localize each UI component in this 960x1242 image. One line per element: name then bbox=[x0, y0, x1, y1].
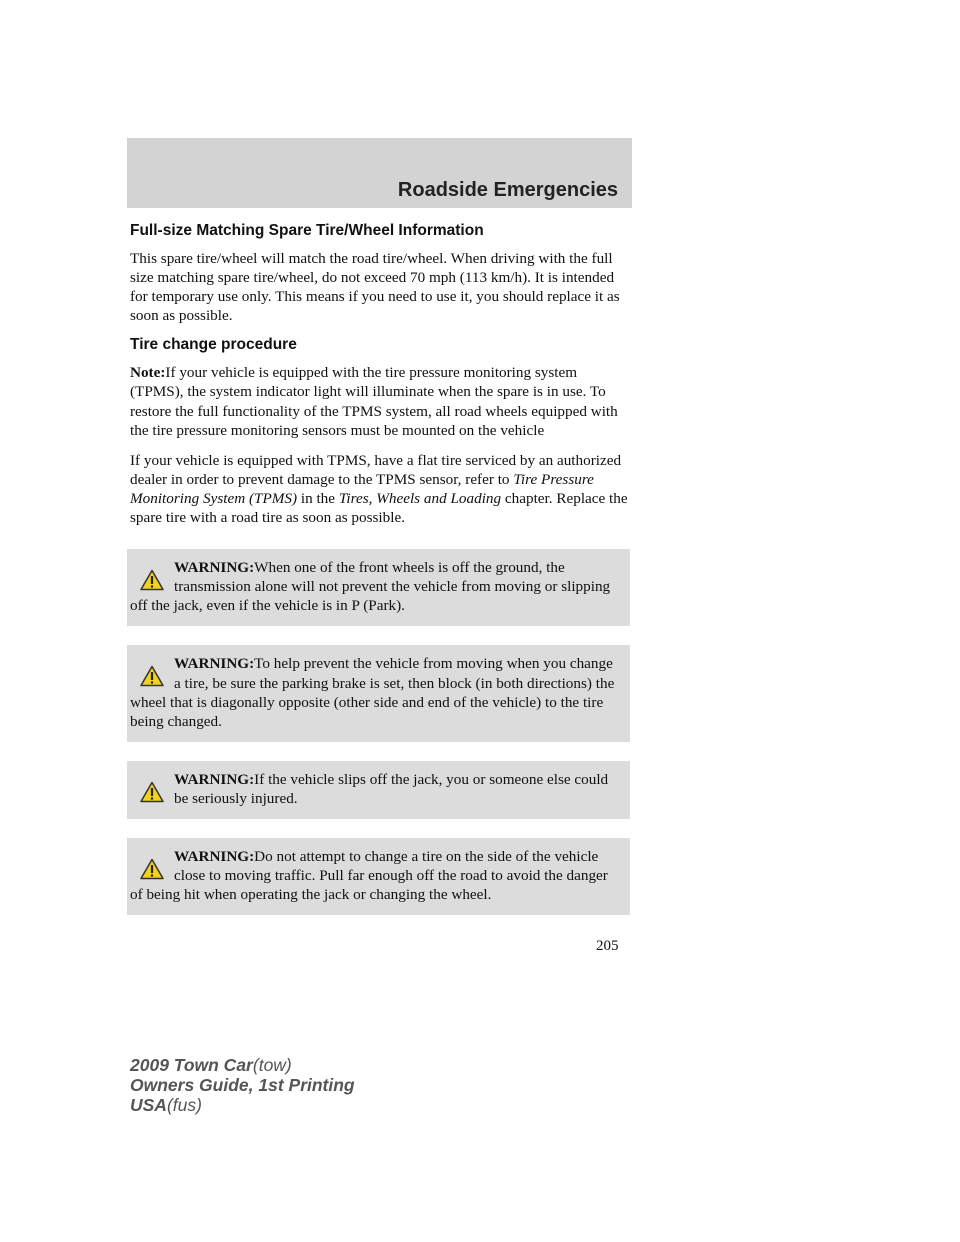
footer-market-code: (fus) bbox=[166, 1095, 202, 1115]
note-text: If your vehicle is equipped with the tire pressure monitoring system (TPMS), the system indicator light will illuminate when the spare is in use. To restore the full functionality of the TPMS system, all road wheels equipped with the tire pressure monitoring sensors must be mounted on the vehicle bbox=[130, 364, 618, 439]
warning-box bbox=[127, 645, 630, 741]
spare-info-heading: Full-size Matching Spare Tire/Wheel Information bbox=[130, 222, 484, 239]
tpms-service-paragraph bbox=[130, 451, 630, 527]
warning-triangle-icon bbox=[130, 847, 174, 885]
warning-label: WARNING: bbox=[174, 559, 255, 577]
warning-triangle-icon bbox=[130, 770, 174, 808]
footer-line-2 bbox=[130, 1075, 355, 1095]
warning-box bbox=[127, 761, 630, 819]
section-header-band bbox=[127, 138, 632, 208]
tpms-text-b: in the bbox=[300, 489, 336, 507]
warning-triangle-icon bbox=[130, 558, 174, 596]
tpms-text-a: If your vehicle is equipped with TPMS, have a flat tire serviced by an authorized dealer in order to prevent damage to the TPMS sensor, refer to bbox=[130, 451, 622, 488]
section-title: Roadside Emergencies bbox=[397, 179, 618, 201]
footer-line-1 bbox=[130, 1055, 355, 1075]
warning-label: WARNING: bbox=[174, 655, 255, 673]
tires-chapter-reference: Tires, Wheels and Loading bbox=[338, 489, 502, 507]
page-number: 205 bbox=[596, 938, 619, 954]
tire-change-heading: Tire change procedure bbox=[130, 336, 297, 354]
footer-guide: Owners Guide, 1st Printing bbox=[130, 1075, 355, 1095]
warning-triangle-icon bbox=[130, 654, 174, 692]
page-content bbox=[130, 222, 630, 934]
warning-text: To help prevent the vehicle from moving when you change a tire, be sure the parking brake is set, then block (in both directions) the wheel that is diagonally opposite (other side and end of the vehicle) to the tire being changed. bbox=[130, 655, 615, 730]
warning-text: If the vehicle slips off the jack, you or someone else could be seriously injured. bbox=[174, 770, 609, 807]
footer-model: 2009 Town Car bbox=[130, 1055, 253, 1075]
footer-imprint bbox=[130, 1055, 355, 1115]
footer-model-code: (tow) bbox=[252, 1055, 292, 1075]
warning-label: WARNING: bbox=[174, 847, 255, 865]
footer-market: USA bbox=[130, 1095, 167, 1115]
warning-label: WARNING: bbox=[174, 770, 255, 788]
footer-line-3 bbox=[130, 1095, 355, 1115]
warning-text: Do not attempt to change a tire on the side of the vehicle close to moving traffic. Pull far enough off the road to avoid the danger of being hit when operating the jack or changing the wheel. bbox=[130, 847, 608, 904]
tpms-reference: Tire Pressure Monitoring System (TPMS) bbox=[130, 470, 594, 507]
warning-text: When one of the front wheels is off the ground, the transmission alone will not prevent the vehicle from moving or slipping off the jack, even if the vehicle is in P (Park). bbox=[130, 559, 611, 615]
tpms-note-paragraph bbox=[130, 363, 630, 439]
tpms-text-c: chapter. Replace the spare tire with a road tire as soon as possible. bbox=[130, 489, 628, 527]
spare-info-paragraph: This spare tire/wheel will match the road tire/wheel. When driving with the full size matching spare tire/wheel, do not exceed 70 mph (113 km/h). It is intended for temporary use only. This means if you need to use it, you should replace it as soon as possible. bbox=[130, 250, 620, 325]
warning-box bbox=[127, 838, 630, 915]
warning-box bbox=[127, 549, 630, 626]
note-label: Note: bbox=[130, 364, 166, 382]
